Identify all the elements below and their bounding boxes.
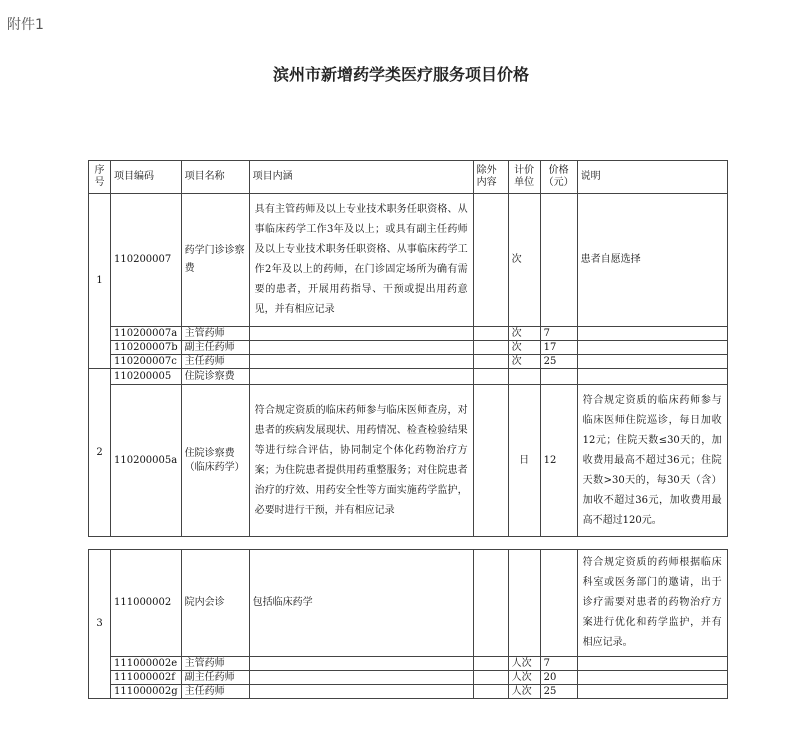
- table-row: [89, 194, 728, 327]
- code-cell: 110200007: [111, 194, 182, 327]
- name-cell: 主管药师: [181, 657, 249, 671]
- name-cell: 主任药师: [181, 355, 249, 369]
- name-cell: 住院诊察费（临床药学）: [181, 385, 249, 537]
- unit-cell: 人次: [508, 657, 540, 671]
- name-cell: 住院诊察费: [181, 369, 249, 385]
- name-cell: 药学门诊诊察费: [181, 194, 249, 327]
- name-cell: 主任药师: [181, 685, 249, 699]
- price-cell: 25: [540, 685, 577, 699]
- name-cell: 副主任药师: [181, 671, 249, 685]
- header-note: 说明: [577, 161, 727, 194]
- price-cell: 20: [540, 671, 577, 685]
- unit-cell: 人次: [508, 685, 540, 699]
- price-cell: 7: [540, 657, 577, 671]
- price-cell: 17: [540, 341, 577, 355]
- unit-cell: 次: [508, 194, 540, 327]
- excluded-cell: [473, 385, 508, 537]
- table-row: [89, 685, 728, 699]
- name-cell: 院内会诊: [181, 550, 249, 657]
- table-row: [89, 369, 728, 385]
- page-title: 滨州市新增药学类医疗服务项目价格: [272, 65, 529, 84]
- price-table: [88, 160, 728, 537]
- attachment-label: 附件1: [7, 17, 44, 33]
- unit-cell: 次: [508, 327, 540, 341]
- table-header-row: [89, 161, 728, 194]
- code-cell: 110200005a: [111, 385, 182, 537]
- table-row: [89, 327, 728, 341]
- price-cell: 7: [540, 327, 577, 341]
- unit-cell: 次: [508, 341, 540, 355]
- content-cell: 具有主管药师及以上专业技术职务任职资格、从事临床药学工作3年及以上；或具有副主任药师及以上专业技术职务任职资格、从事临床药学工作2年及以上的药师，在门诊固定场所为确有需要的患者，开展用药指导、干预或提出用药意见，并有相应记录: [249, 194, 473, 327]
- header-excluded: 除外 内容: [473, 161, 508, 194]
- price-cell: 25: [540, 355, 577, 369]
- price-cell: 12: [540, 385, 577, 537]
- content-cell: 符合规定资质的临床药师参与临床医师查房，对患者的疾病发展现状、用药情况、检查检验结果等进行综合评估，协同制定个体化药物治疗方案；为住院患者提供用药重整服务；对住院患者治疗的疗效、用药安全性等方面实施药学监护，必要时进行干预，并有相应记录: [249, 385, 473, 537]
- code-cell: 111000002e: [111, 657, 182, 671]
- name-cell: 副主任药师: [181, 341, 249, 355]
- note-cell: 符合规定资质的药师根据临床科室或医务部门的邀请，出于诊疗需要对患者的药物治疗方案进行优化和药学监护，并有相应记录。: [577, 550, 727, 657]
- excluded-cell: [473, 550, 508, 657]
- price-cell: [540, 194, 577, 327]
- table-row: [89, 657, 728, 671]
- unit-cell: 日: [508, 385, 540, 537]
- code-cell: 110200007b: [111, 341, 182, 355]
- seq-cell: 2: [89, 369, 111, 537]
- header-content: 项目内涵: [249, 161, 473, 194]
- table-row: [89, 355, 728, 369]
- unit-cell: 人次: [508, 671, 540, 685]
- note-cell: 符合规定资质的临床药师参与临床医师住院巡诊，每日加收12元；住院天数≤30天的，加收费用最高不超过36元；住院天数>30天的，每30天（含）加收不超过36元，加收费用最高不超过120元。: [577, 385, 727, 537]
- code-cell: 110200007c: [111, 355, 182, 369]
- price-table-continued: [88, 549, 728, 699]
- name-cell: 主管药师: [181, 327, 249, 341]
- seq-cell: 3: [89, 550, 111, 699]
- table-row: [89, 385, 728, 537]
- code-cell: 111000002: [111, 550, 182, 657]
- code-cell: 111000002f: [111, 671, 182, 685]
- code-cell: 110200005: [111, 369, 182, 385]
- unit-cell: 次: [508, 355, 540, 369]
- table-row: [89, 341, 728, 355]
- code-cell: 111000002g: [111, 685, 182, 699]
- header-seq: 序 号: [89, 161, 111, 194]
- table-row: [89, 671, 728, 685]
- header-name: 项目名称: [181, 161, 249, 194]
- seq-cell: 1: [89, 194, 111, 369]
- code-cell: 110200007a: [111, 327, 182, 341]
- header-price: 价格 （元）: [540, 161, 577, 194]
- header-unit: 计价 单位: [508, 161, 540, 194]
- table-row: [89, 550, 728, 657]
- excluded-cell: [473, 194, 508, 327]
- content-cell: 包括临床药学: [249, 550, 473, 657]
- note-cell: 患者自愿选择: [577, 194, 727, 327]
- header-code: 项目编码: [111, 161, 182, 194]
